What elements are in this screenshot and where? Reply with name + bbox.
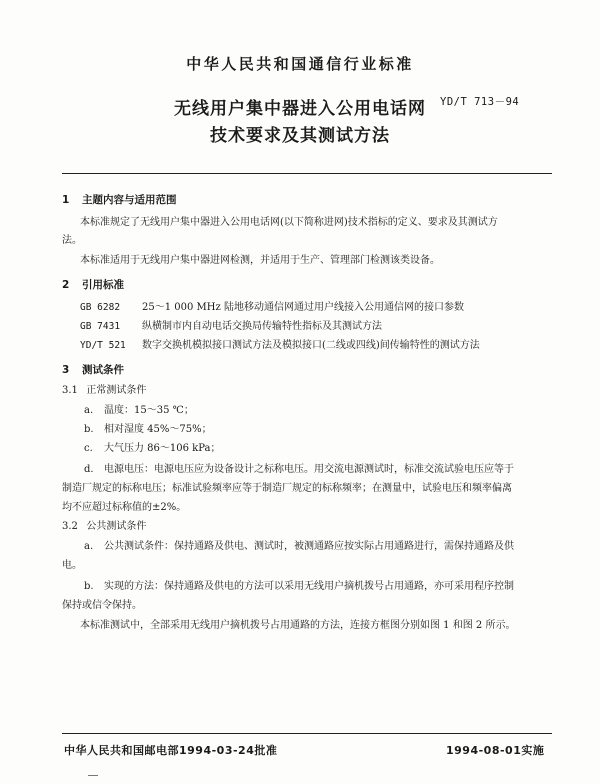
item-key: b. (84, 424, 94, 435)
paragraph-line: 均不应超过标称值的±2%。 (62, 502, 187, 513)
condition-item (84, 580, 514, 594)
section-number: 1 (62, 194, 70, 206)
subsection-3-1-heading (62, 384, 146, 398)
reference-item (80, 301, 464, 315)
condition-item (84, 540, 514, 554)
document-title-line1: 无线用户集中器进入公用电话网 (174, 99, 426, 119)
reference-item (80, 339, 480, 353)
subsection-number: 3.2 (62, 521, 78, 532)
reference-title: 数字交换机模拟接口测试方法及模拟接口(二线或四线)间传输特性的测试方法 (142, 340, 480, 351)
scan-mark (88, 775, 98, 782)
paragraph-line: 电。 (62, 560, 82, 571)
condition-item (84, 463, 514, 477)
section-number: 2 (62, 279, 70, 291)
item-text: 温度：15～35 ℃； (104, 405, 194, 416)
condition-item (84, 404, 194, 418)
subsection-3-2-heading (62, 520, 146, 534)
section-title: 引用标准 (82, 279, 124, 291)
standard-code: YD/T 713－94 (440, 96, 520, 108)
item-text: 公共测试条件：保持通路及供电、测试时，被测通路应按实际占用通路进行，需保持通路及供 (104, 541, 514, 552)
item-key: a. (84, 405, 94, 416)
reference-title: 25～1 000 MHz 陆地移动通信网通过用户线接入公用通信网的接口参数 (142, 302, 464, 313)
footer-divider (62, 733, 552, 734)
reference-code: YD/T 521 (80, 340, 126, 351)
subsection-title: 公共测试条件 (86, 521, 147, 532)
reference-item (80, 320, 382, 334)
paragraph-line: 法。 (62, 235, 82, 246)
item-text: 实现的方法：保持通路及供电的方法可以采用无线用户摘机拨号占用通路，亦可采用程序控制 (104, 581, 514, 592)
subsection-number: 3.1 (62, 385, 78, 396)
subsection-title: 正常测试条件 (86, 385, 147, 396)
paragraph-line: 保持或信令保持。 (62, 600, 142, 611)
section-title: 主题内容与适用范围 (82, 194, 177, 206)
header-divider (62, 173, 552, 174)
item-text: 大气压力 86～106 kPa； (104, 443, 221, 454)
item-key: b. (84, 581, 94, 592)
paragraph-line: 本标准规定了无线用户集中器进入公用电话网(以下简称进网)技术指标的定义、要求及其测试方 (80, 217, 498, 228)
item-text: 电源电压：电源电压应为设备设计之标称电压。用交流电源测试时，标准交流试验电压应等于 (104, 464, 514, 475)
reference-code: GB 6282 (80, 302, 121, 313)
paragraph-line: 本标准适用于无线用户集中器进网检测，并适用于生产、管理部门检测该类设备。 (80, 255, 440, 266)
item-key: c. (84, 443, 93, 454)
reference-code: GB 7431 (80, 321, 121, 332)
section-1-heading (62, 193, 177, 207)
condition-item (84, 423, 212, 437)
reference-title: 纵横制市内自动电话交换局传输特性指标及其测试方法 (142, 321, 382, 332)
item-key: a. (84, 541, 94, 552)
document-title-line2: 技术要求及其测试方法 (210, 126, 390, 146)
approval-date: 中华人民共和国邮电部1994-03-24批准 (64, 744, 278, 757)
issuing-org-heading: 中华人民共和国通信行业标准 (186, 55, 414, 73)
section-number: 3 (62, 364, 70, 376)
effective-date: 1994-08-01实施 (446, 744, 545, 757)
item-text: 相对湿度 45%～75%； (104, 424, 212, 435)
section-2-heading (62, 278, 124, 292)
section-title: 测试条件 (82, 364, 124, 376)
condition-item (84, 442, 220, 456)
paragraph-line: 制造厂规定的标称电压；标准试验频率应等于制造厂规定的标称频率；在测量中，试验电压和频率偏离 (62, 483, 512, 494)
section-3-heading (62, 363, 124, 377)
paragraph-line: 本标准测试中，全部采用无线用户摘机拨号占用通路的方法，连接方框图分别如图 1 和图 2 所示。 (80, 620, 516, 631)
item-key: d. (84, 464, 94, 475)
